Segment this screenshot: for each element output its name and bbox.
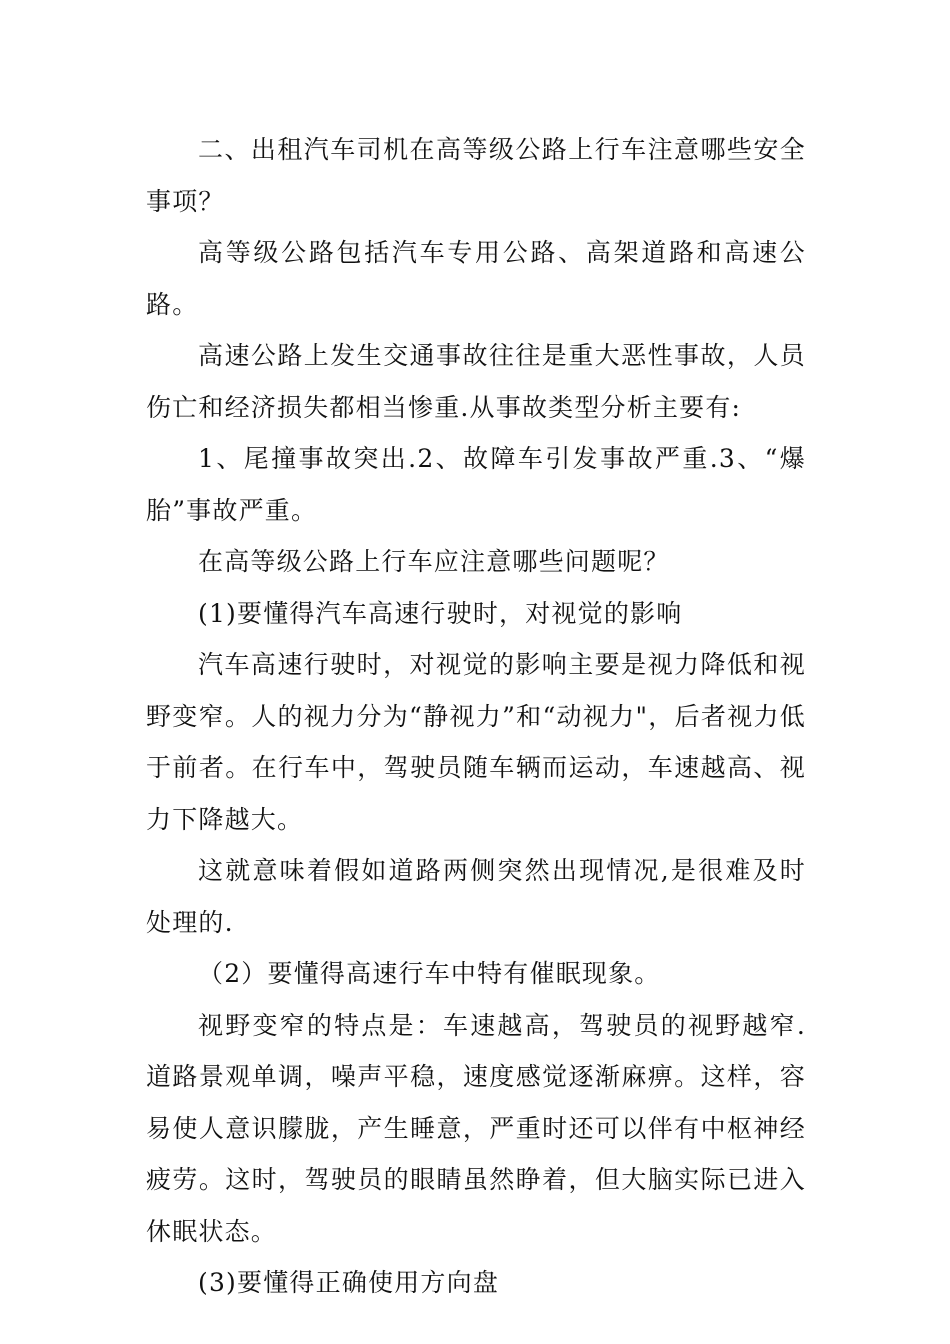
paragraph-narrow-vision: 视野变窄的特点是：车速越高，驾驶员的视野越窄.道路景观单调，噪声平稳，速度感觉逐渐麻痹。这样，容易使人意识朦胧，产生睡意，严重时还可以伴有中枢神经疲劳。这时，驾驶员的眼睛虽然睁着，但大脑实际已进入休眠状态。 [146,1010,806,1246]
paragraph-implication: 这就意味着假如道路两侧突然出现情况,是很难及时处理的. [146,856,806,937]
subheading-steering: (3)要懂得正确使用方向盘 [198,1268,500,1297]
subheading-hypnosis: （2）要懂得高速行车中特有催眠现象。 [198,959,661,988]
paragraph-question: 在高等级公路上行车应注意哪些问题呢？ [198,547,670,576]
paragraph-accident-severity: 高速公路上发生交通事故往往是重大恶性事故，人员伤亡和经济损失都相当惨重.从事故类型分析主要有: [146,341,806,422]
section-heading: 二、出租汽车司机在高等级公路上行车注意哪些安全事项？ [146,135,806,216]
subheading-vision: (1)要懂得汽车高速行驶时，对视觉的影响 [198,598,683,628]
paragraph-accident-types: 1、尾撞事故突出.2、故障车引发事故严重.3、“爆胎”事故严重。 [146,444,806,525]
paragraph-vision-effect: 汽车高速行驶时，对视觉的影响主要是视力降低和视野变窄。人的视力分为“静视力”和“动视力"，后者视力低于前者。在行车中，驾驶员随车辆而运动，车速越高、视力下降越大。 [146,650,806,834]
document-body [146,124,806,1309]
paragraph-road-types: 高等级公路包括汽车专用公路、高架道路和高速公路。 [146,238,806,319]
